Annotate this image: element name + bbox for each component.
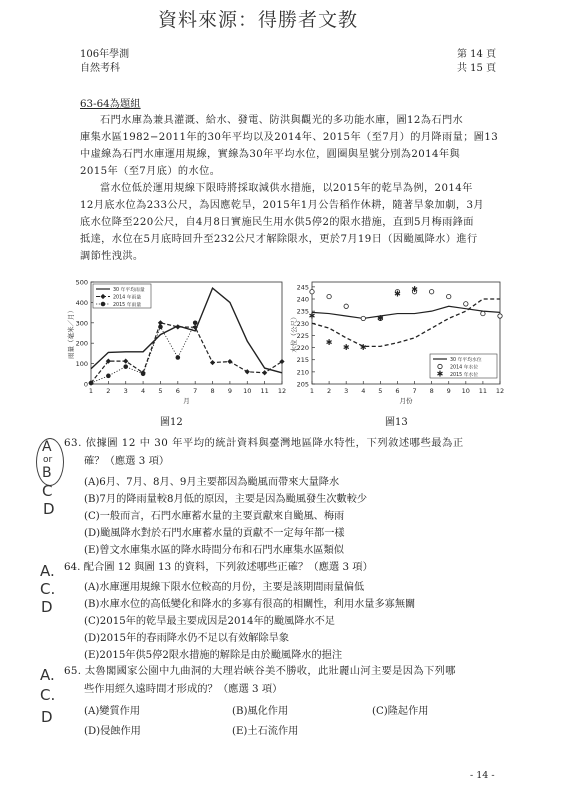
data-point [106,374,111,379]
legend-marker [438,364,442,368]
handwritten-answer: D [41,708,53,726]
header-page: 第 14 頁 [457,49,497,60]
text-line: 石門水庫為兼具灌溉、給水、發電、防洪與觀光的多功能水庫，圖12為石門水 [100,115,464,126]
q65-option-a[interactable]: (A)變質作用 [84,706,141,717]
figure-13-caption: 圖13 [385,417,408,428]
data-point: ✱ [342,343,350,353]
x-tick-label: 5 [378,387,383,395]
page-number: - 14 - [470,770,495,781]
y-tick-label: 500 [75,278,88,287]
x-tick-label: 11 [478,387,488,395]
y-tick-label: 300 [75,319,88,328]
question-64-stem: 64. 配合圖 12 與圖 13 的資料，下列敘述哪些正確？（應選 3 項） [64,561,373,573]
q65-option-e[interactable]: (E)土石流作用 [232,726,299,737]
text-line: 中虛線為石門水庫運用規線，實線為30年平均水位，圓圈與星號分別為2014年與 [80,149,461,160]
data-point [123,364,128,369]
q63-option-a[interactable]: (A)6月、7月、8月、9月主要都因為颱風而帶來大量降水 [84,477,340,488]
text-line: 底水位降至220公尺，自4月8日實施民生用水供5停2的限水措施，直到5月梅雨鋒面 [80,217,474,228]
q65-option-c[interactable]: (C)隆起作用 [372,706,429,717]
q63-option-b[interactable]: (B)7月的降雨量較8月低的原因，主要是因為颱風發生次數較少 [84,494,368,505]
figure-12-caption: 圖12 [160,417,183,428]
data-point [447,294,451,298]
question-65-stem: 65. 太魯閣國家公園中九曲洞的大理岩峽谷美不勝收，此壯麗山河主要是因為下列哪 [64,665,456,677]
q64-option-c[interactable]: (C)2015年的乾旱最主要成因是2014年的颱風降水不足 [84,616,335,627]
text-line: 當水位低於運用規線下限時將採取減供水措施，以2015年的乾旱為例，2014年 [100,183,473,194]
q64-option-e[interactable]: (E)2015年供5停2限水措施的解除是由於颱風降水的挹注 [84,650,343,661]
handwritten-answer: A [42,439,52,455]
data-point [310,290,314,294]
q64-option-b[interactable]: (B)水庫水位的高低變化和降水的多寡有很高的相關性，利用水量多寡無關 [84,599,416,610]
handwritten-answer: C. [40,580,56,598]
intro-paragraph-1 [80,112,500,180]
y-axis-label: 水位（公尺） [290,313,298,353]
x-tick-label: 8 [429,387,434,395]
series-line [312,306,500,318]
y-axis-label: 雨量（毫米／月） [67,307,75,359]
data-point [175,324,180,329]
data-point [481,311,485,315]
x-tick-label: 2 [327,387,332,395]
x-tick-label: 10 [461,387,470,395]
legend-label: 30 年平均雨量 [113,288,145,293]
y-tick-label: 215 [296,356,309,365]
y-tick-label: 205 [296,380,309,389]
x-tick-label: 2 [106,387,111,395]
handwritten-answer: C [42,482,53,500]
figure-12-rainfall-chart [60,272,290,414]
y-tick-label: 225 [296,331,309,340]
q63-option-e[interactable]: (E)曾文水庫集水區的降水時間分布和石門水庫集水區類似 [84,545,344,556]
x-tick-label: 12 [277,387,287,395]
data-point [176,355,181,360]
data-point [193,321,198,326]
handwritten-answer: A. [40,562,55,580]
x-tick-label: 1 [88,387,94,395]
x-tick-label: 5 [158,387,163,395]
y-tick-label: 210 [296,368,309,377]
data-point: ✱ [325,338,333,348]
data-point: ✱ [411,284,418,294]
handwritten-answer: D [41,598,53,616]
y-tick-label: 0 [83,380,88,389]
data-point [141,372,146,377]
legend-label: 2014 年雨量 [113,295,142,301]
intro-paragraph-2 [80,180,500,265]
data-point [361,316,365,320]
x-tick-label: 8 [210,387,215,395]
y-tick-label: 400 [75,298,88,307]
data-point [158,325,163,330]
data-point: ✱ [377,313,384,323]
data-point [227,359,232,364]
data-point [210,360,215,365]
group-title: 63-64為題組 [80,98,141,110]
text-line: 抵達，水位在5月底時回升至232公尺才解除限水，更於7月19日（因颱風降水）進行 [80,234,478,245]
data-point [262,370,267,375]
data-point [245,369,250,374]
data-point [344,304,348,308]
data-point [123,359,128,364]
data-point [498,314,502,318]
q63-option-d[interactable]: (D)颱風降水對於石門水庫蓄水量的貢獻不一定每年都一樣 [84,528,345,539]
legend-marker: ✱ [436,369,444,379]
x-tick-label: 9 [446,387,451,395]
x-tick-label: 10 [243,387,252,395]
header-total-pages: 共 15 頁 [457,63,497,74]
y-tick-label: 100 [75,360,88,369]
question-63-stem-cont: 確？（應選 3 項） [84,455,170,467]
header-subject: 自然考科 [80,63,120,74]
y-tick-label: 220 [296,344,309,353]
figure-13-water-level-chart [290,272,510,414]
data-point: ✱ [308,311,316,321]
header-exam-year: 106年學測 [80,49,130,60]
source-note: 資料來源：得勝者文教 [158,9,359,31]
legend-label: 2015 年雨量 [113,303,142,308]
x-tick-label: 3 [344,387,349,395]
x-tick-label: 4 [361,387,366,395]
q63-option-c[interactable]: (C)一般而言，石門水庫蓄水量的主要貢獻來自颱風、梅雨 [84,511,345,522]
y-tick-label: 240 [296,295,309,304]
x-tick-label: 6 [395,387,400,395]
handwritten-answer: B [42,465,52,481]
question-63-stem: 63. 依據圖 12 中 30 年平均的統計資料與臺灣地區降水特性，下列敘述哪些最為正 [64,437,464,449]
handwritten-answer: or [43,455,53,465]
q64-option-a[interactable]: (A)水庫運用規線下限水位較高的月份，主要是該期間雨量偏低 [84,582,365,593]
text-line: 2015年（至7月底）的水位。 [80,166,221,177]
legend-marker [101,302,106,307]
x-axis-label: 月份 [399,397,413,405]
text-line: 庫集水區1982−2011年的30年平均以及2014年、2015年（至7月）的月降雨量；圖13 [80,132,499,143]
x-tick-label: 6 [175,387,180,395]
handwritten-answer: A. [40,666,55,684]
x-tick-label: 11 [260,387,269,395]
x-tick-label: 7 [412,387,417,395]
handwritten-answer: D [43,500,55,518]
y-tick-label: 245 [296,283,309,292]
y-tick-label: 235 [296,307,309,316]
data-point [464,302,468,306]
x-tick-label: 7 [193,387,198,395]
x-tick-label: 12 [495,387,505,395]
handwritten-answer: C. [40,686,56,704]
series-line [91,323,282,383]
q64-option-d[interactable]: (D)2015年的春雨降水仍不足以有效解除旱象 [84,633,290,644]
data-point: ✱ [359,343,367,353]
question-65-stem-cont: 些作用經久遠時間才形成的？（應選 3 項） [84,683,283,695]
x-axis-label: 月 [183,397,190,405]
y-tick-label: 230 [296,319,309,328]
x-tick-label: 1 [309,387,315,395]
x-tick-label: 9 [227,387,232,395]
series-line [312,299,500,346]
x-tick-label: 3 [123,387,128,395]
legend-label: 2014 年水位 [450,365,479,371]
q65-option-d[interactable]: (D)侵蝕作用 [84,726,141,737]
q65-option-b[interactable]: (B)風化作用 [232,706,289,717]
legend-label: 2015 年水位 [450,373,479,378]
y-tick-label: 200 [75,339,88,348]
data-point [327,294,331,298]
text-line: 調節性洩洪。 [80,251,144,262]
data-point: ✱ [394,289,401,299]
data-point [89,381,94,386]
text-line: 12月底水位為233公尺，為因應乾旱，2015年1月公告稻作休耕，隨著旱象加劇，3月 [80,200,484,211]
data-point [429,290,433,294]
x-tick-label: 4 [141,387,146,395]
legend-label: 30 年平均水位 [450,358,482,363]
